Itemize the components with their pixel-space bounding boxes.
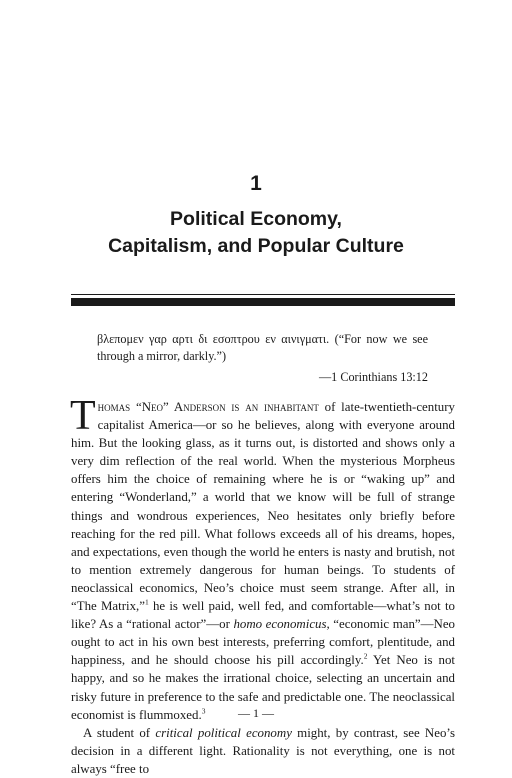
paragraph-2 bbox=[71, 724, 455, 778]
small-caps-opening: homas “Neo” Anderson is an inhabitant bbox=[97, 400, 319, 414]
page-folio: — 1 — bbox=[238, 706, 274, 720]
paragraph-1-text-b: he is well paid, well fed, and comfortable—what’s not to like? As a “rational actor”—or bbox=[71, 599, 455, 632]
chapter-title-line-1: Political Economy, bbox=[170, 208, 342, 230]
footnote-marker-3[interactable]: 3 bbox=[201, 706, 206, 716]
footnote-marker-1[interactable]: 1 bbox=[145, 597, 149, 607]
italic-term-homo-economicus: homo economicus, bbox=[233, 617, 330, 632]
paragraph-2-text-a: A student of bbox=[83, 725, 156, 740]
footnote-marker-2[interactable]: 2 bbox=[363, 652, 368, 662]
paragraph-1-text-a: of late-twentieth-century capitalist America—or so he believes, along with everyone around him. But the looking glass, as it turns out, is distorted and shows only a very dim reflection of the real world. When the mysterious Morpheus offers him the choice of remaining where he is or “waking up” and entering “Wonderland,” a world that we know will be full of strange things and wondrous experiences, Neo hesitates only briefly before reaching for the red pill. What follows exceeds all of his dreams, hopes, and expectations, even though the world he enters is nasty and brutish, not to mention extremely dangerous for human beings. To students of neoclassical economics, Neo’s choice must seem strange. After all, in “The Matrix,” bbox=[71, 400, 455, 614]
body-text bbox=[70, 393, 456, 778]
paragraph-1-text-d: Yet Neo is not happy, and so he makes the irrational choice, selecting an uncertain and risky future in preference to the safe and predictable one. The neoclassical economist is flummoxed. bbox=[71, 653, 455, 722]
paragraph-1 bbox=[70, 393, 455, 724]
title-rule-thin bbox=[71, 294, 455, 295]
chapter-number: 1 bbox=[250, 172, 262, 195]
paragraph-1-text-c: “economic man”—Neo ought to act in his own best interests, preferring comfort, plentitude, and happiness, and he should choose his pill accordingly. bbox=[71, 617, 455, 668]
italic-term-critical-political-economy: critical political economy bbox=[155, 725, 292, 740]
chapter-title bbox=[0, 206, 512, 260]
epigraph: βλεπομεν γαρ αρτι δι εσοπτρου εν αινιγματι. (“For now we see through a mirror, darkly.”) bbox=[97, 332, 428, 363]
drop-cap: T bbox=[70, 393, 96, 439]
title-rule-thick bbox=[71, 298, 455, 306]
chapter-title-line-2: Capitalism, and Popular Culture bbox=[108, 235, 404, 257]
epigraph-attribution: —1 Corinthians 13:12 bbox=[318, 370, 428, 384]
paragraph-2-text-b: might, by contrast, see Neo’s decision in a different light. Rationality is not everything, one is not always “free to bbox=[71, 725, 456, 776]
